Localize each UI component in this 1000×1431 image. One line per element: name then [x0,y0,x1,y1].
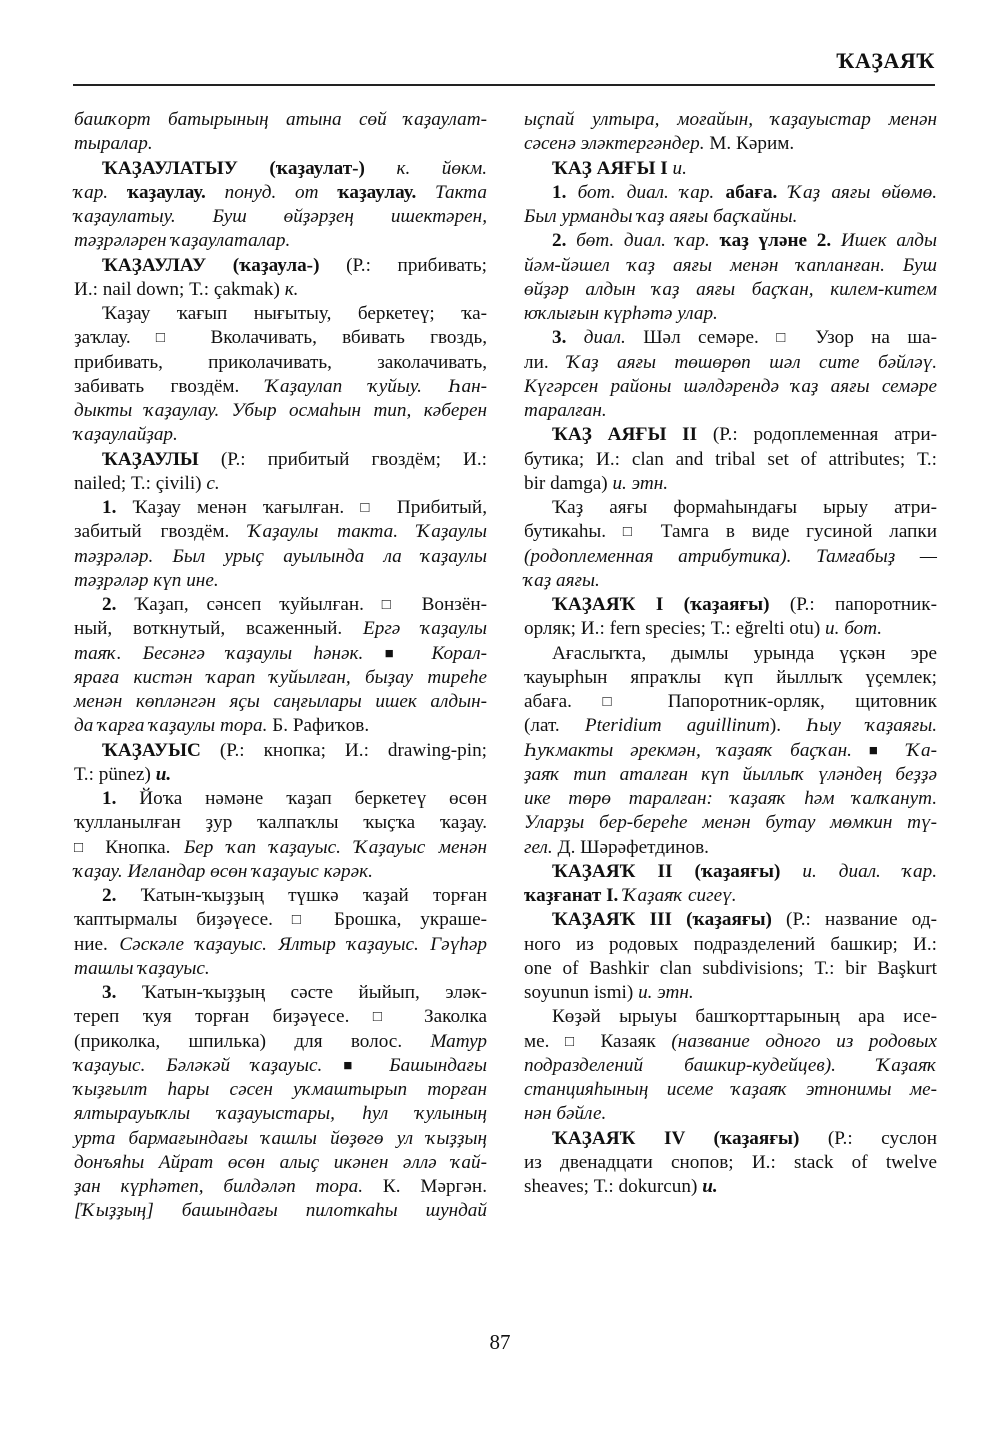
text-line [524,957,937,981]
headword-text: 1. [102,497,133,518]
body-text: ного из родовых подразделений башкир; И.: [524,933,937,955]
headword-text: ҡаҙ үләне 2. [719,230,841,252]
text-line [524,836,937,860]
headword-text: ҠАҘАЯҠ III (ҡаҙаяғы) [552,909,772,931]
text-line [524,690,937,714]
example-text: ташлы ҡаҙауыс. [74,957,210,979]
text-line [524,763,937,787]
translation-marker-icon: □ [622,524,644,541]
text-line [74,472,487,496]
text-line [74,302,487,326]
left-column [74,108,487,1224]
body-text: (Р.: прибитый гвоздём; И.: [198,448,487,470]
example-text: и. бот. [825,618,883,640]
translation-marker-icon: □ [565,1033,585,1050]
example-text: ҙан күрһәтеп, билдәләп тора. [74,1176,383,1197]
example-text: Матур [430,1030,487,1052]
example-text: Бер ҡап ҡаҙауыс. Ҡаҙауыс менән [183,836,488,858]
body-text [365,158,397,179]
text-line [524,811,937,835]
translation-marker-icon: □ [602,694,638,710]
headword-text: 2. [102,885,141,906]
headword-text: абаға. [725,181,789,203]
example-text: и. этн. [612,472,669,494]
text-line [74,132,487,156]
text-line [74,593,487,617]
body-text: и. [702,1176,718,1197]
body-text: Ҡатын-ҡыҙҙың сәсте йыйып, эләк- [141,982,488,1003]
body-text [780,861,802,882]
text-line [524,545,937,569]
text-line [524,908,937,932]
body-text: забивать гвоздём. [74,375,266,397]
body-text: Ҡаҙ аяғы формаһындағы ырыу атри- [552,497,937,518]
body-text: ). [769,715,807,737]
body-text: (Р.: суслон [799,1127,937,1149]
text-line [524,617,937,641]
example-text: и. этн. [638,982,694,1003]
text-line [74,545,487,569]
body-text: Ҡаҙап, сәнсеп ҡуйылған. [134,594,382,615]
body-text: Ҡаҙау ҡағып нығытыу, беркетеү; ҡа- [102,303,487,324]
example-text: Ҡаҙ аяғы өйөмө. [788,181,938,203]
body-text: Вколачивать, вбивать гвоздь, [185,327,488,349]
body-text: Тамга в виде гусиной лапки [643,521,938,543]
example-text: йәм-йәшел ҡаҙ аяғы менән ҡапланған. Буш [524,254,937,276]
headword-text: 3. [552,327,584,349]
example-text: Башындағы [368,1054,487,1076]
headword-text: ҠАҘАЯҠ II (ҡаҙаяғы) [552,860,781,882]
body-text: орляк; И.: fern species; Т.: eğrelti otu) [524,618,826,640]
body-text: бутикаһы. [524,521,623,543]
text-line [524,205,937,229]
body-text: ҡаптырмалы биҙәүесе. [74,909,292,931]
headword-text: 3. [102,982,142,1003]
example-text: юҡлығын күрһәтә улар. [524,303,718,324]
body-text: Йоҡа нәмәне ҡаҙап беркетеү өсөн [139,788,487,809]
example-text: ҡаҙау. Иғландар өсөн ҡаҙауыс кәрәк. [74,860,373,882]
body-text: Брошка, украше- [315,909,488,931]
body-text: И.: nail down; Т.: çakmak) [74,278,285,300]
example-text: Һуҡмакты әрекмән, ҡаҙаяҡ баҫҡан. [524,739,869,761]
body-text: Казаяк [584,1030,672,1052]
example-text: ыҫпай ултыра, моғайын, ҡаҙауыстар менән [524,109,937,130]
text-line [74,205,487,229]
text-line [524,884,937,908]
literary-example-marker-icon: ■ [343,1057,369,1074]
body-text: прибивать, приколачивать, заколачивать, [74,351,487,373]
text-line [524,1054,937,1078]
text-line [74,617,487,641]
example-text: бот. диал. ҡар. [577,181,726,203]
text-line [74,326,487,350]
text-line [524,666,937,690]
text-line [74,642,487,666]
example-text: Ҡаҙаулы такта. Ҡаҙаулы [248,521,488,543]
body-text: one of Bashkir clan subdivisions; Т.: bir Başkurt [524,957,937,979]
text-line [524,1175,937,1199]
text-line [74,1175,487,1199]
example-text: станцияһының исеме ҡаҙаяҡ этнонимы ме- [524,1079,937,1100]
example-text: гел. [524,836,558,858]
headword-text: 1. [552,181,578,203]
text-line [524,1127,937,1151]
text-line [74,1151,487,1175]
text-line [74,375,487,399]
text-line [524,981,937,1005]
example-text: ҡаҙ аяғы. [524,569,600,591]
translation-marker-icon: □ [381,597,404,613]
text-line [74,520,487,544]
headword-text: 1. [102,788,140,809]
text-line [524,1030,937,1054]
example-text: (название одного из родовых [671,1030,937,1052]
body-text: Прибитый, [380,497,487,518]
body-text: Папоротник-орляк, щитовник [637,691,937,712]
text-line [524,302,937,326]
headword-text: ҡаҙаулау. [126,181,225,203]
example-text: Был урманды ҡаҙ аяғы баҫҡайны. [524,206,798,227]
body-text: (Р.: родоплеменная атри- [697,424,937,446]
example-text: Ергә ҡаҙаулы [363,618,488,640]
text-line [74,666,487,690]
body-text: Вонзён- [403,594,488,615]
example-text: тәҙрәләр күп ине. [74,569,219,591]
body-text: и. [155,763,172,785]
text-line [524,423,937,447]
text-line [74,981,487,1005]
text-line [74,496,487,520]
body-text: Көҙәй ырыуы башҡорттарының ара исе- [552,1006,937,1028]
body-text: ние. [74,933,120,955]
text-line [524,933,937,957]
example-text: ҡаҙауыс. Бәләкәй ҡаҙауыс. [74,1054,344,1076]
text-line [524,739,937,763]
body-text: ҡауырһын япраҡлы күп йыллыҡ үҫемлек; [524,666,937,688]
body-text: Д. Шәрәфетдинов. [557,836,709,858]
example-text: ялтырауыҡлы ҡаҙауыстары, һул ҡулының [74,1103,487,1125]
body-text: nailed; Т.: çivili) [74,472,207,494]
headword-text: ҠАҘАУЛАТЫУ (ҡаҙаулат-) [102,157,365,179]
example-text: подразделений башкир-кудейцев). Ҡаҙаяҡ [524,1054,937,1076]
body-text: забитый гвоздём. [74,521,249,543]
example-text: ике төрө таралған: ҡаҙаяҡ һәм ҡалҡанут. [524,788,937,809]
example-text: таралған. [524,400,607,421]
body-text: тереп ҡуя торған биҙәүесе. [74,1006,373,1028]
text-line [524,714,937,738]
example-text: к. [284,278,299,300]
text-line [524,375,937,399]
body-text: из двенадцати снопов; И.: stack of twelve [524,1151,937,1173]
literary-example-marker-icon: ■ [868,742,890,759]
body-text: ҙаҡлау. [74,327,156,349]
headword-text: ҠАҘ АЯҒЫ II [552,424,698,446]
example-text: Ҡаҙаулап ҡуйыу. Һан- [265,375,488,397]
body-text: soyunun ismi) [524,982,639,1003]
text-line [524,278,937,302]
text-line [74,569,487,593]
example-text: ҡар. [74,181,127,203]
headword-text: ҠАҘ АЯҒЫ I [552,157,673,179]
body-text: ме. [524,1030,566,1052]
body-text: Т.: pünez) [74,763,156,785]
text-line [74,278,487,302]
text-line [524,1151,937,1175]
running-head: ҠАҘАЯҠ [836,48,935,73]
example-text: Ишек алды [840,230,938,252]
body-text: Ҡатын-ҡыҙҙың түшкә ҡаҙай торған [140,885,488,906]
example-text: ҡыҙғылт һары сәсен уҡмаштырып торған [74,1079,487,1100]
example-text: и. диал. ҡар. [802,860,937,882]
example-text: [Ҡыҙҙың] башындағы пилоткаһы шундай [74,1200,487,1222]
text-line [524,108,937,132]
headword-text: ҠАҘАЯҠ IV (ҡаҙаяғы) [552,1127,800,1149]
example-text: Сәскәле ҡаҙауыс. Ялтыр ҡаҙауыс. Гәүһәр [119,933,487,955]
body-text: Б. Рафиҡов. [272,715,370,737]
headword-text: ҠАҘАУЛАУ (ҡаҙаула-) [102,254,320,276]
text-line [74,108,487,132]
example-text: өйҙәр алдын ҡаҙ аяғы баҫҡан, килем-китем [524,278,937,300]
page-number: 87 [489,1330,511,1354]
header-rule [73,84,935,86]
text-line [74,908,487,932]
example-text: менән көпләнгән яҫы саңғылары ишек алдын- [74,691,487,712]
text-line [74,714,487,738]
example-text: дыкты ҡаҙаулау. Убыр осмаһын тип, кәберен [74,400,487,421]
example-text: ҙаяҡ тип аталған күп йыллыҡ үләндең беҙҙә [524,763,937,785]
body-text: Ағаслыҡта, дымлы урында үҫкән эре [552,642,937,664]
body-text: (Р.: кнопка; И.: drawing-pin; [200,739,487,761]
body-text: Заколка [400,1006,487,1028]
example-text: тыралар. [74,133,153,155]
body-text: абаға. [524,691,603,712]
example-text: нән бәйле. [524,1103,607,1125]
headword-text: ҠАҘАЯҠ I (ҡаҙаяғы) [552,594,770,615]
example-text: понуд. от [224,181,338,203]
example-text: да ҡарға ҡаҙаулы тора. [74,715,273,737]
translation-marker-icon: □ [291,912,316,929]
example-text: Корал- [410,642,487,664]
text-line [74,1030,487,1054]
headword-text: ҡаҙғанат I. [524,885,624,906]
text-line [524,860,937,884]
headword-text: 2. [552,230,577,252]
text-line [524,132,937,156]
text-line [74,254,487,278]
example-text: Ҡаҙ аяғы төшөрөп шәл сите бәйләү. [567,351,937,373]
example-text: Ҡа- [889,739,937,761]
example-text: донъяһы Айрат өсөн алыҫ икәнен әллә ҡай- [74,1151,487,1173]
translation-marker-icon: □ [360,500,381,516]
right-column [524,108,937,1199]
text-line [524,520,937,544]
text-line [524,569,937,593]
example-text: Pteridium aguillinum [584,715,770,737]
body-text: (приколка, шпилька) для волос. [74,1030,431,1052]
text-line [524,472,937,496]
text-line [524,1102,937,1126]
headword-text: ҠАҘАУЫС [102,739,201,761]
headword-text: 2. [102,594,135,615]
translation-marker-icon: □ [155,330,186,347]
text-line [74,787,487,811]
body-text: sheaves; Т.: dokurcun) [524,1176,703,1197]
example-text: тәҙрәләр. Был урыҫ ауылында ла ҡаҙаулы [74,545,487,567]
example-text: Такта [435,181,487,203]
text-line [74,423,487,447]
example-text: урта бармағындағы ҡашлы йөҙөгө ул ҡыҙҙың [74,1127,487,1149]
text-line [524,254,937,278]
example-text: Уларҙы бер-береһе менән бутау мөмкин тү- [524,812,937,834]
example-text: тәҙрәләрен ҡаҙаулаталар. [74,230,291,252]
example-text: таяҡ. Бесәнгә ҡаҙаулы һәнәк. [74,642,385,664]
example-text: Ҡаҙаяҡ сигеү. [623,885,737,906]
text-line [74,860,487,884]
text-line [524,1005,937,1029]
text-line [74,1102,487,1126]
text-line [74,836,487,860]
headword-text: ҠАҘАУЛЫ [102,448,199,470]
body-text: Узор на ша- [797,327,938,349]
text-line [524,351,937,375]
example-text: ҡаҙаулайҙар. [74,424,178,446]
translation-marker-icon: □ [372,1009,401,1026]
text-line [524,787,937,811]
text-line [74,811,487,835]
literary-example-marker-icon: ■ [384,645,411,662]
text-line [524,157,937,181]
body-text: (лат. [524,715,585,737]
example-text: и. [672,157,687,179]
text-line [74,351,487,375]
body-text: (Р.: папоротник- [769,594,937,615]
text-line [524,1078,937,1102]
text-line [74,884,487,908]
text-line [524,593,937,617]
text-line [524,326,937,350]
text-line [74,1127,487,1151]
text-line [74,1078,487,1102]
translation-marker-icon: □ [776,330,798,347]
text-line [524,181,937,205]
text-line [524,229,937,253]
text-line [74,157,487,181]
text-line [74,448,487,472]
example-text: с. [206,472,220,494]
example-text: башҡорт батырының атына сөй ҡаҙаулат- [74,109,487,130]
text-line [74,1005,487,1029]
body-text: Шәл семәре. [643,327,777,349]
example-text: яраға кистән ҡарап ҡуйылған, быҙау тиреһе [74,666,487,688]
body-text: К. Мәргән. [382,1176,488,1197]
text-line [524,496,937,520]
example-text: ҡаҙаулатыу. Буш өйҙәрҙең ишектәрен, [74,206,487,227]
body-text: М. Кәрим. [709,133,795,155]
text-line [524,642,937,666]
body-text: ли. [524,351,568,373]
text-line [74,399,487,423]
text-line [74,1199,487,1223]
text-line [74,739,487,763]
text-line [74,1054,487,1078]
body-text: Кнопка. [91,836,184,858]
example-text: Күгәрсен районы шәлдәрендә ҡаҙ аяғы семәре [524,375,937,397]
body-text: бутика; И.: clan and tribal set of attributes; Т.: [524,448,937,470]
example-text: (родоплеменная атрибутика). Тамғабыҙ — [524,545,937,567]
example-text: диал. [583,327,644,349]
body-text: ный, воткнутый, всаженный. [74,618,363,640]
text-line [74,181,487,205]
text-line [524,399,937,423]
headword-text: ҡаҙаулау. [337,181,435,203]
example-text: Һыу ҡаҙаяғы. [806,715,938,737]
text-line [74,763,487,787]
example-text: к. йөкм. [396,157,487,179]
body-text: (Р.: название од- [771,909,937,931]
example-text: сәсенә эләктергәндер. [524,133,710,155]
text-line [74,933,487,957]
body-text: (Р.: прибивать; [319,254,488,276]
text-line [74,957,487,981]
body-text: ҡулланылған ҙур ҡалпаҡлы ҡыҫҡа ҡаҙау. [74,812,487,834]
translation-marker-icon: □ [74,839,92,856]
text-line [74,690,487,714]
body-text: Ҡаҙау менән ҡағылған. [132,497,361,518]
body-text: bir damga) [524,472,613,494]
example-text: бөт. диал. ҡар. [576,230,720,252]
text-line [524,448,937,472]
text-line [74,229,487,253]
